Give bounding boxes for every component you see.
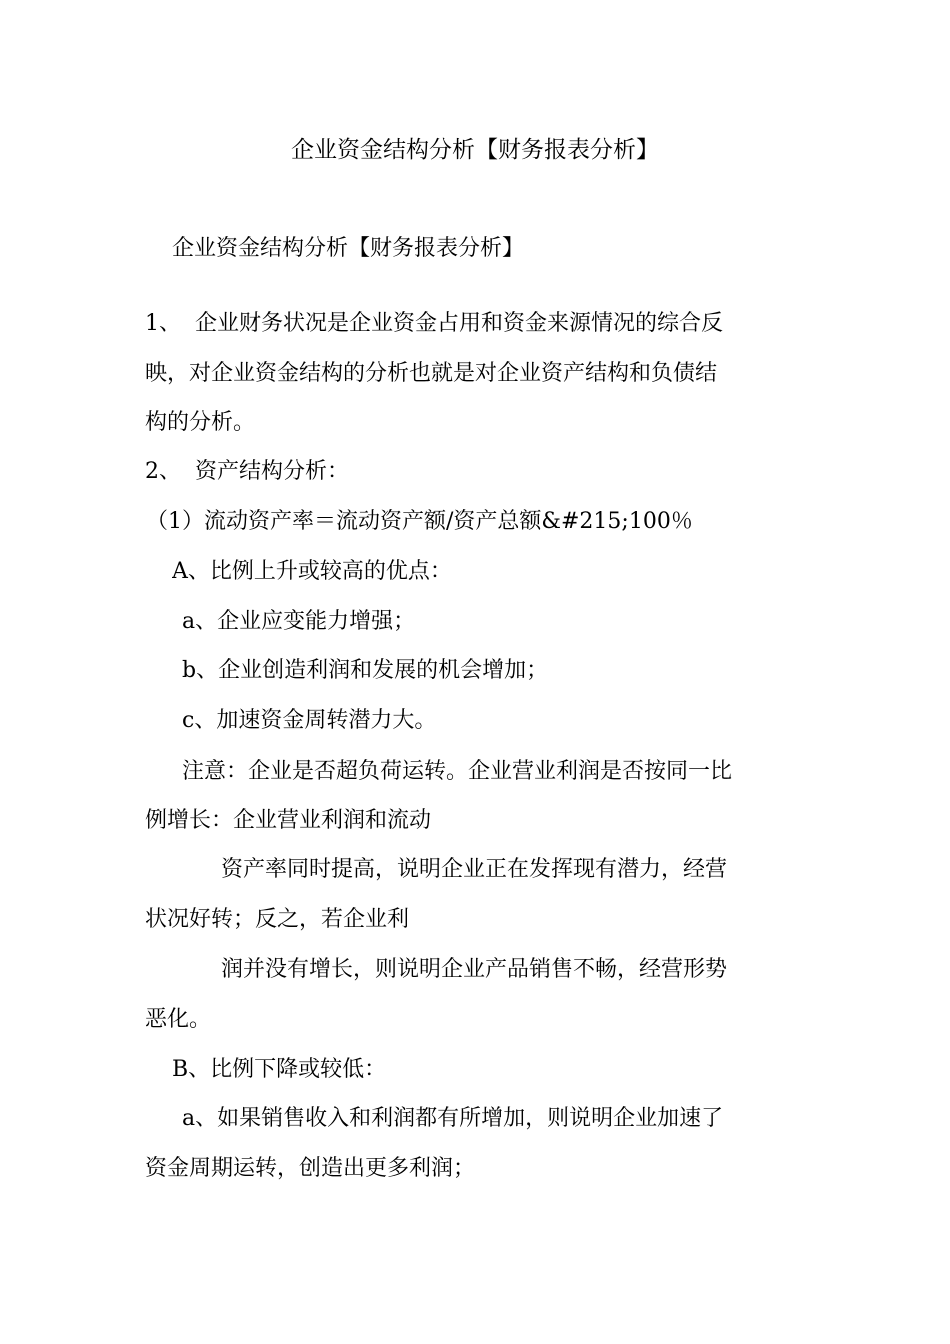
note-line-2: 例增长：企业营业利润和流动: [145, 808, 432, 833]
note-line-3: 资产率同时提高，说明企业正在发挥现有潜力，经营: [221, 857, 728, 882]
formula-line: （1）流动资产率＝流动资产额/资产总额&#215;100％: [146, 509, 693, 534]
section-b-item-a-line-2: 资金周期运转，创造出更多利润；: [145, 1156, 476, 1181]
item-2-number: 2、: [145, 459, 181, 484]
item-1-text-1: 企业财务状况是企业资金占用和资金来源情况的综合反: [195, 311, 724, 336]
section-a-item-b: b、企业创造利润和发展的机会增加；: [182, 658, 549, 683]
item-2-text: 资产结构分析：: [195, 459, 350, 484]
section-a-item-a: a、企业应变能力增强；: [182, 609, 416, 634]
item-1-line-1: [145, 309, 810, 339]
item-1-number: 1、: [145, 311, 181, 336]
note-line-4: 状况好转；反之，若企业利: [145, 907, 410, 932]
section-b-heading: B、比例下降或较低：: [172, 1057, 387, 1082]
section-a-item-c: c、加速资金周转潜力大。: [182, 708, 437, 733]
note-line-6: 恶化。: [145, 1007, 212, 1032]
note-line-5: 润并没有增长，则说明企业产品销售不畅，经营形势: [221, 957, 728, 982]
section-a-heading: A、比例上升或较高的优点：: [172, 559, 452, 584]
note-line-1: 注意：企业是否超负荷运转。企业营业利润是否按同一比: [182, 759, 733, 784]
item-1-line-2: 映，对企业资金结构的分析也就是对企业资产结构和负债结: [145, 361, 718, 386]
item-1-line-3: 构的分析。: [145, 410, 256, 435]
document-title: 企业资金结构分析【财务报表分析】: [291, 137, 659, 163]
item-2-line: [145, 457, 810, 487]
document-subtitle: 企业资金结构分析【财务报表分析】: [172, 236, 525, 261]
section-b-item-a-line-1: a、如果销售收入和利润都有所增加，则说明企业加速了: [182, 1106, 724, 1131]
